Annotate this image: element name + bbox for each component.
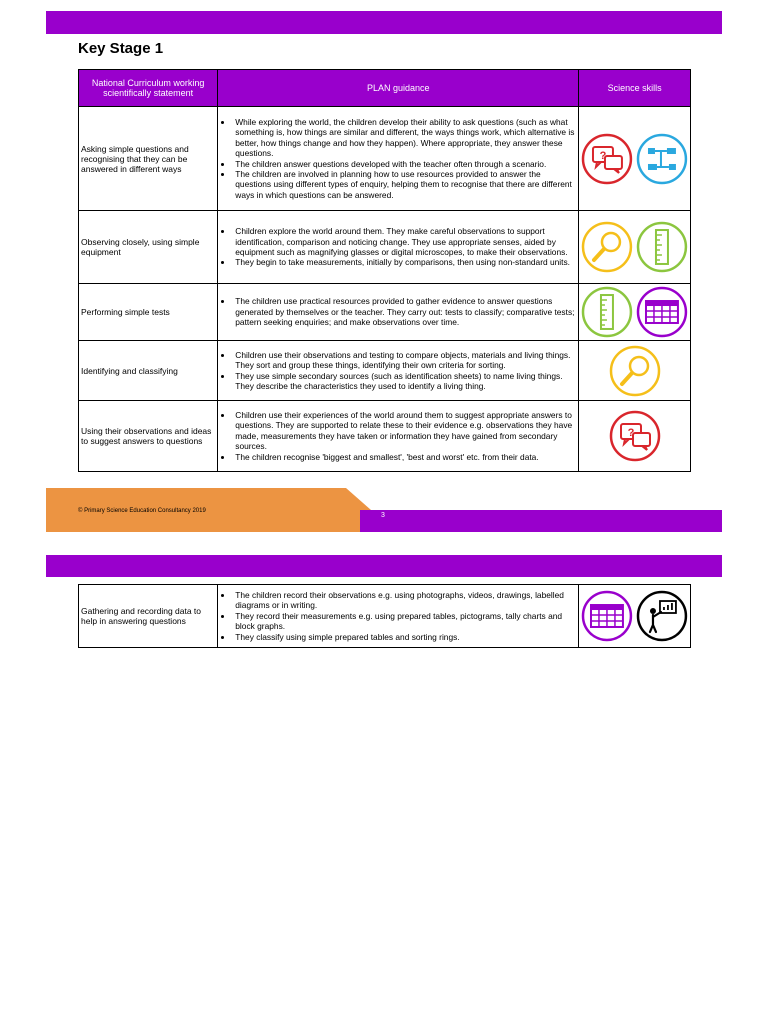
process-flow-icon (636, 133, 688, 185)
table-row (79, 401, 691, 472)
table-icon (636, 286, 688, 338)
skills-cell (579, 341, 691, 401)
guidance-item: • The children are involved in planning how to use resources provided to answer the questions using different types of enquiry, helping them to recognise that there are different ways in which questions can be answered. (233, 169, 576, 200)
guidance-item: • The children recognise 'biggest and smallest', 'best and worst' etc. from their data. (233, 452, 576, 462)
magnifying-glass-icon (581, 221, 633, 273)
guidance-cell (218, 341, 579, 401)
header-bar (46, 11, 722, 34)
ruler-icon (636, 221, 688, 273)
guidance-item: • Children use their experiences of the world around them to suggest appropriate answers to questions. They are supported to relate these to their evidence e.g. observations they have made, measurements they have taken or information they have gained from secondary sources. (233, 410, 576, 452)
guidance-cell (218, 107, 579, 211)
page-title: Key Stage 1 (78, 40, 164, 57)
guidance-cell (218, 284, 579, 341)
statement-cell: Using their observations and ideas to suggest answers to questions (79, 401, 218, 472)
header-statement: National Curriculum working scientifically statement (79, 70, 218, 107)
table-row (79, 585, 691, 648)
skills-table-continued (78, 584, 691, 648)
header-guidance: PLAN guidance (218, 70, 579, 107)
skills-cell (579, 211, 691, 284)
guidance-item: • The children record their observations e.g. using photographs, videos, drawings, labelled diagrams or in writing. (233, 590, 576, 611)
guidance-cell (218, 211, 579, 284)
statement-cell: Identifying and classifying (79, 341, 218, 401)
table-row (79, 284, 691, 341)
guidance-cell (218, 585, 579, 648)
magnifying-glass-icon (609, 345, 661, 397)
header-skills: Science skills (579, 70, 691, 107)
ruler-icon (581, 286, 633, 338)
guidance-item: • The children use practical resources provided to gather evidence to answer questions generated by themselves or the teacher. They carry out: tests to classify; comparative tests; pattern seeking enquiries; and make observations over time. (233, 296, 576, 327)
question-speech-icon (581, 133, 633, 185)
guidance-item: • They record their measurements e.g. using prepared tables, pictograms, tally charts and block graphs. (233, 611, 576, 632)
statement-cell: Observing closely, using simple equipment (79, 211, 218, 284)
table-row (79, 341, 691, 401)
skills-cell (579, 401, 691, 472)
statement-cell: Performing simple tests (79, 284, 218, 341)
guidance-item: • They use simple secondary sources (such as identification sheets) to name living things. They describe the characteristics they used to identify a living thing. (233, 371, 576, 392)
statement-cell: Asking simple questions and recognising that they can be answered in different ways (79, 107, 218, 211)
skills-cell (579, 107, 691, 211)
guidance-cell (218, 401, 579, 472)
table-row (79, 107, 691, 211)
guidance-item: • Children explore the world around them. They make careful observations to support identification, comparison and noticing change. They use appropriate senses, aided by equipment such as magnifying glasses or digital microscopes, to make their observations. (233, 226, 576, 257)
question-speech-icon (609, 410, 661, 462)
guidance-item: • Children use their observations and testing to compare objects, materials and living things. They sort and group these things, identifying their own criteria for sorting. (233, 350, 576, 371)
table-row (79, 211, 691, 284)
presenter-chart-icon (636, 590, 688, 642)
header-bar-page-4 (46, 555, 722, 577)
guidance-item: • They classify using simple prepared tables and sorting rings. (233, 632, 576, 642)
skills-cell (579, 284, 691, 341)
statement-cell: Gathering and recording data to help in answering questions (79, 585, 218, 648)
guidance-item: • They begin to take measurements, initially by comparisons, then using non-standard units. (233, 257, 576, 267)
table-header-row (79, 70, 691, 107)
svg-text:?: ? (627, 427, 634, 439)
copyright-text: © Primary Science Education Consultancy 2019 (78, 508, 206, 514)
svg-text:?: ? (599, 149, 607, 162)
guidance-item: • The children answer questions developed with the teacher often through a scenario. (233, 159, 576, 169)
table-icon (581, 590, 633, 642)
page-number: 3 (381, 512, 385, 519)
guidance-item: • While exploring the world, the children develop their ability to ask questions (such as what something is, how things are similar and different, the ways things work, which alternative is better, how things change and how they happen). Where appropriate, they answer these questions. (233, 117, 576, 159)
skills-table (78, 69, 691, 472)
skills-cell (579, 585, 691, 648)
footer-bar (360, 510, 722, 532)
